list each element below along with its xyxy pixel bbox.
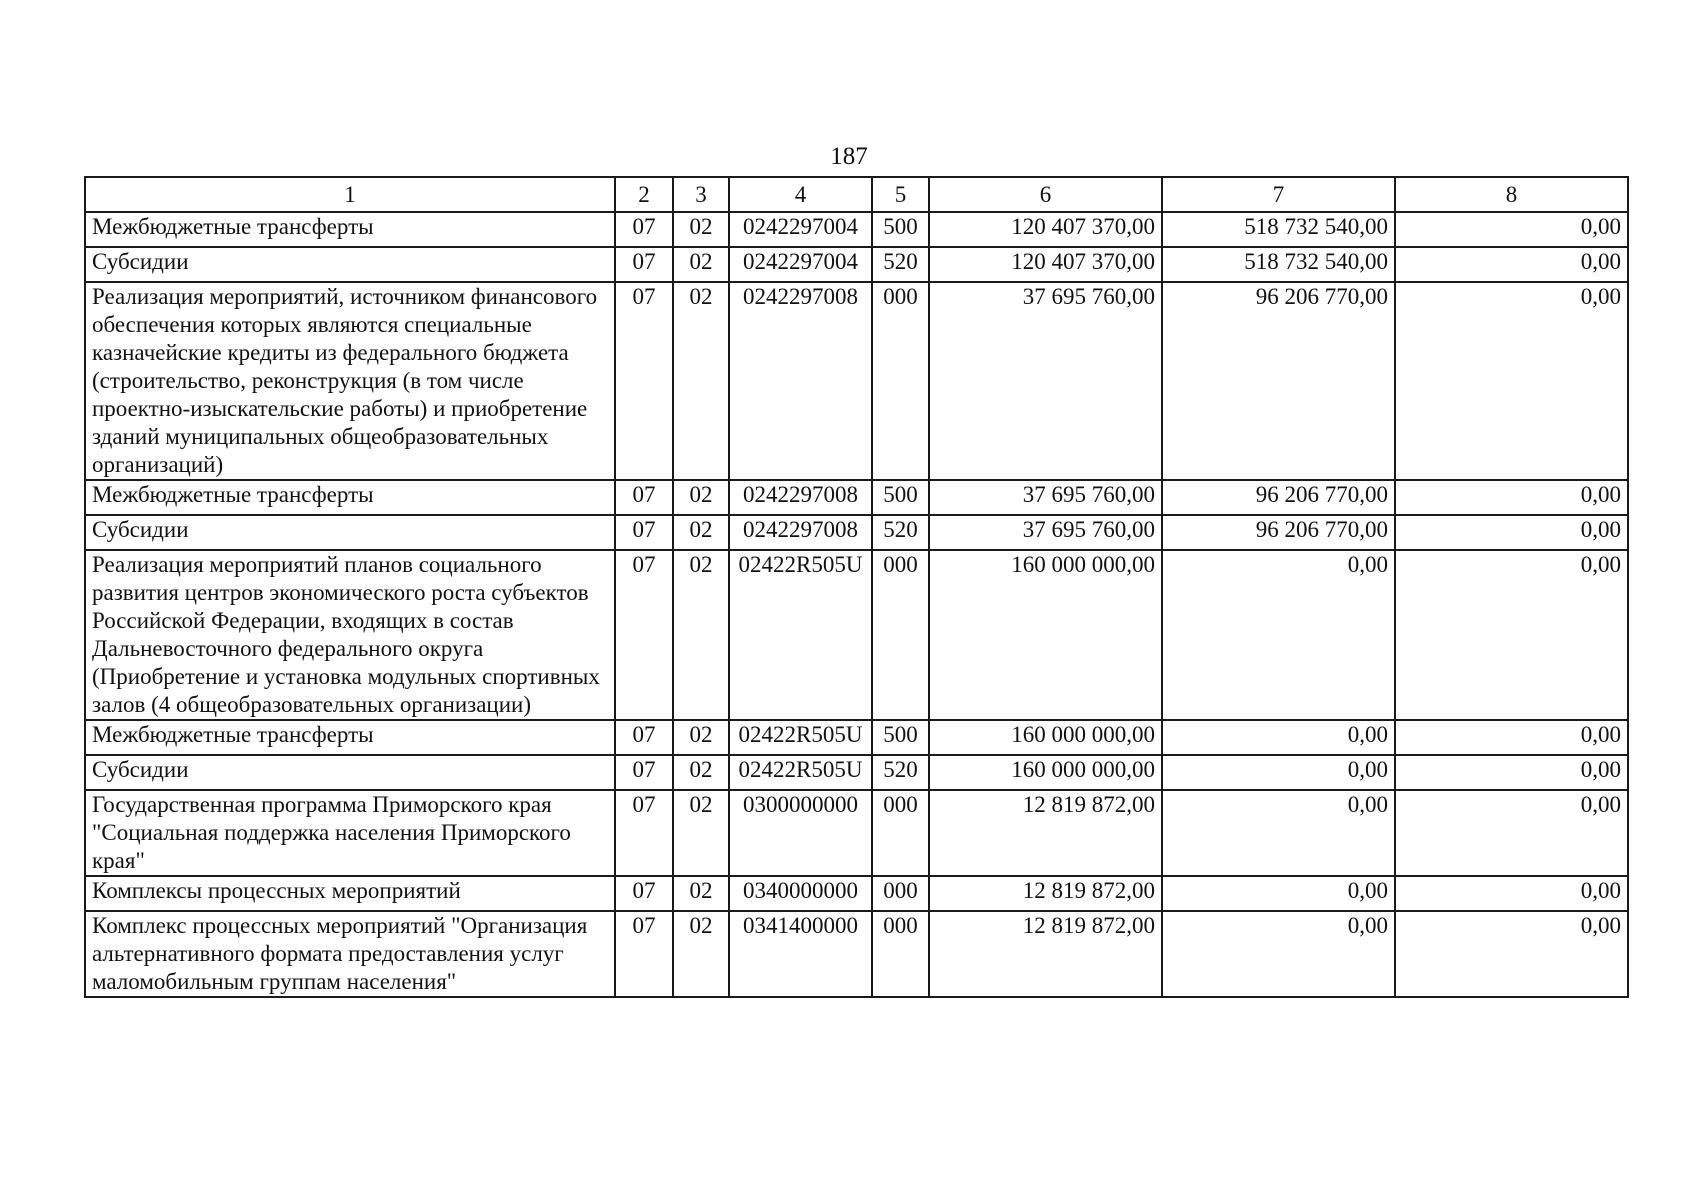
column-header: 5	[872, 177, 929, 212]
section-code: 07	[615, 515, 673, 550]
amount-col7: 0,00	[1162, 790, 1395, 876]
amount-col8: 0,00	[1395, 282, 1628, 480]
section-code: 07	[615, 550, 673, 720]
section-code: 07	[615, 212, 673, 247]
column-header: 6	[929, 177, 1162, 212]
table-row	[85, 911, 1628, 997]
column-header: 1	[85, 177, 615, 212]
amount-col6: 12 819 872,00	[929, 790, 1162, 876]
target-article-code: 0242297008	[729, 515, 872, 550]
section-code: 07	[615, 247, 673, 282]
expense-type-code: 520	[872, 755, 929, 790]
amount-col6: 120 407 370,00	[929, 247, 1162, 282]
page-number: 187	[830, 143, 868, 170]
expense-type-code: 520	[872, 247, 929, 282]
subsection-code: 02	[673, 515, 729, 550]
subsection-code: 02	[673, 480, 729, 515]
subsection-code: 02	[673, 247, 729, 282]
table-row	[85, 720, 1628, 755]
expense-type-code: 500	[872, 480, 929, 515]
amount-col7: 0,00	[1162, 720, 1395, 755]
table-row	[85, 282, 1628, 480]
amount-col8: 0,00	[1395, 755, 1628, 790]
amount-col7: 0,00	[1162, 550, 1395, 720]
row-name: Реализация мероприятий, источником финансового обеспечения которых являются специальные казначейские кредиты из федерального бюджета (строительство, реконструкция (в том числе проектно-изыскательские работы) и приобретение зданий муниципальных общеобразовательных организаций)	[85, 282, 615, 480]
amount-col7: 96 206 770,00	[1162, 480, 1395, 515]
target-article-code: 02422R505U	[729, 550, 872, 720]
target-article-code: 0242297004	[729, 212, 872, 247]
subsection-code: 02	[673, 755, 729, 790]
section-code: 07	[615, 720, 673, 755]
section-code: 07	[615, 755, 673, 790]
subsection-code: 02	[673, 790, 729, 876]
column-header: 4	[729, 177, 872, 212]
amount-col6: 120 407 370,00	[929, 212, 1162, 247]
amount-col6: 37 695 760,00	[929, 480, 1162, 515]
section-code: 07	[615, 911, 673, 997]
subsection-code: 02	[673, 720, 729, 755]
column-header: 2	[615, 177, 673, 212]
amount-col8: 0,00	[1395, 247, 1628, 282]
amount-col7: 96 206 770,00	[1162, 515, 1395, 550]
row-name: Межбюджетные трансферты	[85, 480, 615, 515]
row-name: Комплексы процессных мероприятий	[85, 876, 615, 911]
row-name: Государственная программа Приморского края "Социальная поддержка населения Приморского края"	[85, 790, 615, 876]
amount-col6: 12 819 872,00	[929, 876, 1162, 911]
table-row	[85, 755, 1628, 790]
amount-col8: 0,00	[1395, 550, 1628, 720]
section-code: 07	[615, 480, 673, 515]
amount-col8: 0,00	[1395, 911, 1628, 997]
target-article-code: 0242297008	[729, 282, 872, 480]
section-code: 07	[615, 876, 673, 911]
amount-col8: 0,00	[1395, 876, 1628, 911]
amount-col7: 518 732 540,00	[1162, 212, 1395, 247]
target-article-code: 0300000000	[729, 790, 872, 876]
table-row	[85, 550, 1628, 720]
expense-type-code: 520	[872, 515, 929, 550]
target-article-code: 02422R505U	[729, 720, 872, 755]
amount-col8: 0,00	[1395, 212, 1628, 247]
expense-type-code: 000	[872, 911, 929, 997]
expense-type-code: 000	[872, 550, 929, 720]
expense-type-code: 000	[872, 282, 929, 480]
subsection-code: 02	[673, 550, 729, 720]
section-code: 07	[615, 282, 673, 480]
expense-type-code: 500	[872, 720, 929, 755]
column-header: 3	[673, 177, 729, 212]
amount-col6: 160 000 000,00	[929, 755, 1162, 790]
row-name: Межбюджетные трансферты	[85, 720, 615, 755]
amount-col8: 0,00	[1395, 480, 1628, 515]
subsection-code: 02	[673, 212, 729, 247]
subsection-code: 02	[673, 911, 729, 997]
amount-col7: 0,00	[1162, 911, 1395, 997]
row-name: Комплекс процессных мероприятий "Организация альтернативного формата предоставления услуг маломобильным группам населения"	[85, 911, 615, 997]
target-article-code: 0242297008	[729, 480, 872, 515]
target-article-code: 0340000000	[729, 876, 872, 911]
target-article-code: 0242297004	[729, 247, 872, 282]
row-name: Реализация мероприятий планов социального развития центров экономического роста субъектов Российской Федерации, входящих в состав Дальневосточного федерального округа (Приобретение и установка модульных спортивных залов (4 общеобразовательных организации)	[85, 550, 615, 720]
amount-col8: 0,00	[1395, 515, 1628, 550]
table-row	[85, 790, 1628, 876]
row-name: Субсидии	[85, 247, 615, 282]
amount-col6: 37 695 760,00	[929, 282, 1162, 480]
budget-table	[84, 176, 1629, 998]
expense-type-code: 500	[872, 212, 929, 247]
row-name: Межбюджетные трансферты	[85, 212, 615, 247]
row-name: Субсидии	[85, 515, 615, 550]
table-row	[85, 480, 1628, 515]
header-row	[85, 177, 1628, 212]
amount-col6: 160 000 000,00	[929, 720, 1162, 755]
amount-col7: 96 206 770,00	[1162, 282, 1395, 480]
table-row	[85, 515, 1628, 550]
table-row	[85, 247, 1628, 282]
amount-col6: 12 819 872,00	[929, 911, 1162, 997]
column-header: 7	[1162, 177, 1395, 212]
subsection-code: 02	[673, 282, 729, 480]
row-name: Субсидии	[85, 755, 615, 790]
amount-col7: 518 732 540,00	[1162, 247, 1395, 282]
target-article-code: 02422R505U	[729, 755, 872, 790]
amount-col6: 37 695 760,00	[929, 515, 1162, 550]
section-code: 07	[615, 790, 673, 876]
amount-col7: 0,00	[1162, 876, 1395, 911]
amount-col7: 0,00	[1162, 755, 1395, 790]
column-header: 8	[1395, 177, 1628, 212]
expense-type-code: 000	[872, 876, 929, 911]
table-row	[85, 212, 1628, 247]
expense-type-code: 000	[872, 790, 929, 876]
amount-col8: 0,00	[1395, 720, 1628, 755]
subsection-code: 02	[673, 876, 729, 911]
target-article-code: 0341400000	[729, 911, 872, 997]
table-row	[85, 876, 1628, 911]
amount-col8: 0,00	[1395, 790, 1628, 876]
amount-col6: 160 000 000,00	[929, 550, 1162, 720]
